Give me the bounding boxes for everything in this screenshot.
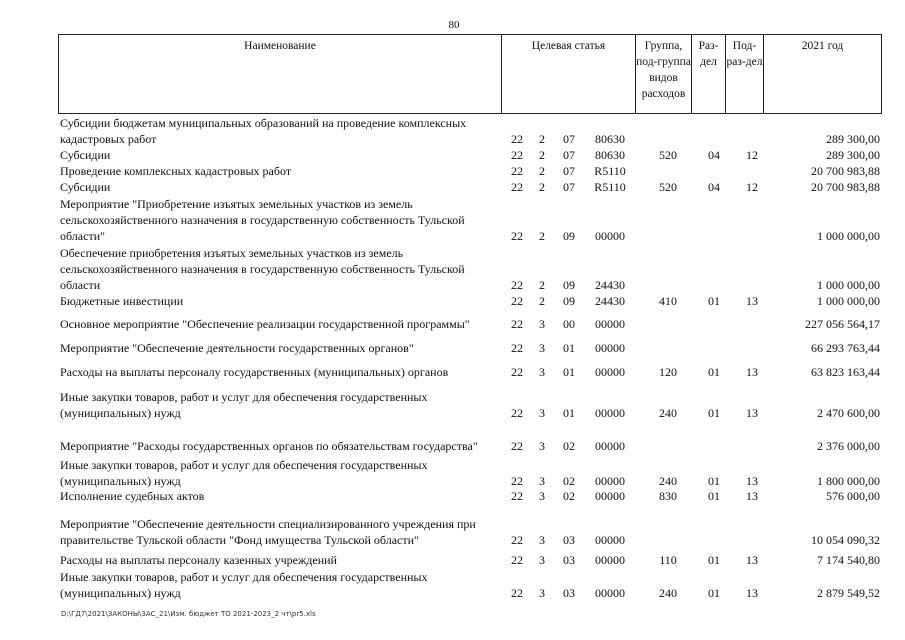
- target-code-subprogram: 3: [539, 439, 545, 453]
- target-code-direction: 24430: [595, 294, 625, 308]
- target-code-subprogram: 3: [539, 406, 545, 420]
- target-code-event: 07: [563, 180, 575, 194]
- target-code-program: 22: [511, 439, 523, 453]
- header-razdel: Раз-дел: [692, 35, 726, 113]
- target-code-program: 22: [511, 586, 523, 600]
- amount-2021: 1 800 000,00: [817, 474, 880, 488]
- podrazdel: 13: [746, 553, 758, 567]
- row-name: Субсидии бюджетам муниципальных образований на проведение комплексных кадастровых работ: [60, 116, 467, 146]
- target-code-subprogram: 3: [539, 365, 545, 379]
- amount-2021: 2 470 600,00: [817, 406, 880, 420]
- target-code-event: 01: [563, 406, 575, 420]
- target-code-subprogram: 2: [539, 229, 545, 243]
- target-code-direction: 00000: [595, 365, 625, 379]
- amount-2021: 2 376 000,00: [817, 439, 880, 453]
- razdel: 01: [708, 406, 720, 420]
- podrazdel: 13: [746, 474, 758, 488]
- table-row: [60, 457, 882, 489]
- target-code-event: 09: [563, 294, 575, 308]
- table-row: [60, 552, 882, 568]
- header-target-article: Целевая статья: [502, 35, 636, 113]
- amount-2021: 289 300,00: [826, 132, 880, 146]
- target-code-subprogram: 2: [539, 278, 545, 292]
- target-code-program: 22: [511, 553, 523, 567]
- target-code-direction: R5110: [594, 164, 626, 178]
- target-code-program: 22: [511, 294, 523, 308]
- table-row: [60, 488, 882, 504]
- target-code-program: 22: [511, 229, 523, 243]
- table-row: [60, 115, 882, 147]
- row-name: Бюджетные инвестиции: [60, 294, 184, 308]
- target-code-event: 01: [563, 341, 575, 355]
- podrazdel: 12: [746, 148, 758, 162]
- row-name: Мероприятие "Расходы государственных органов по обязательствам государства": [60, 439, 478, 453]
- amount-2021: 289 300,00: [826, 148, 880, 162]
- target-code-event: 02: [563, 474, 575, 488]
- amount-2021: 1 000 000,00: [817, 278, 880, 292]
- target-code-subprogram: 3: [539, 553, 545, 567]
- table-row: [60, 163, 882, 179]
- row-name: Субсидии: [60, 148, 111, 162]
- row-name: Иные закупки товаров, работ и услуг для обеспечения государственных (муниципальных) нужд: [60, 570, 428, 600]
- razdel: 01: [708, 294, 720, 308]
- target-code-subprogram: 2: [539, 164, 545, 178]
- target-code-event: 09: [563, 278, 575, 292]
- target-code-program: 22: [511, 533, 523, 547]
- target-code-event: 03: [563, 553, 575, 567]
- target-code-subprogram: 2: [539, 180, 545, 194]
- target-code-program: 22: [511, 406, 523, 420]
- table-row: [60, 569, 882, 601]
- target-code-direction: R5110: [594, 180, 626, 194]
- razdel: 04: [708, 180, 720, 194]
- target-code-subprogram: 3: [539, 533, 545, 547]
- row-name: Проведение комплексных кадастровых работ: [60, 164, 292, 178]
- podrazdel: 13: [746, 406, 758, 420]
- target-code-program: 22: [511, 164, 523, 178]
- expense-group: 410: [659, 294, 677, 308]
- table-header: [58, 34, 882, 114]
- razdel: 01: [708, 365, 720, 379]
- podrazdel: 13: [746, 489, 758, 503]
- target-code-direction: 80630: [595, 132, 625, 146]
- table-row: [60, 147, 882, 163]
- row-name: Субсидии: [60, 180, 111, 194]
- amount-2021: 63 823 163,44: [811, 365, 880, 379]
- amount-2021: 2 879 549,52: [817, 586, 880, 600]
- target-code-program: 22: [511, 489, 523, 503]
- target-code-direction: 00000: [595, 406, 625, 420]
- razdel: 04: [708, 148, 720, 162]
- table-row: [60, 293, 882, 309]
- podrazdel: 13: [746, 586, 758, 600]
- target-code-subprogram: 2: [539, 132, 545, 146]
- target-code-direction: 00000: [595, 317, 625, 331]
- table-row: [60, 422, 882, 454]
- table-row: [60, 196, 882, 244]
- razdel: 01: [708, 586, 720, 600]
- table-row: [60, 512, 882, 548]
- expense-group: 830: [659, 489, 677, 503]
- table-row: [60, 389, 882, 421]
- target-code-direction: 00000: [595, 553, 625, 567]
- target-code-program: 22: [511, 180, 523, 194]
- table-row: [60, 179, 882, 195]
- row-name: Мероприятие "Обеспечение деятельности государственных органов": [60, 341, 414, 355]
- target-code-subprogram: 3: [539, 489, 545, 503]
- razdel: 01: [708, 553, 720, 567]
- target-code-direction: 24430: [595, 278, 625, 292]
- target-code-event: 03: [563, 586, 575, 600]
- target-code-direction: 00000: [595, 586, 625, 600]
- target-code-subprogram: 3: [539, 474, 545, 488]
- target-code-event: 01: [563, 365, 575, 379]
- target-code-direction: 80630: [595, 148, 625, 162]
- row-name: Мероприятие "Обеспечение деятельности специализированного учреждения при правительстве Тульской области "Фонд имущества Тульской области": [60, 517, 476, 547]
- target-code-direction: 00000: [595, 489, 625, 503]
- target-code-direction: 00000: [595, 474, 625, 488]
- expense-group: 520: [659, 148, 677, 162]
- target-code-event: 07: [563, 132, 575, 146]
- target-code-program: 22: [511, 148, 523, 162]
- row-name: Расходы на выплаты персоналу казенных учреждений: [60, 553, 337, 567]
- amount-2021: 1 000 000,00: [817, 294, 880, 308]
- amount-2021: 20 700 983,88: [811, 180, 880, 194]
- table-row: [60, 245, 882, 293]
- amount-2021: 7 174 540,80: [817, 553, 880, 567]
- table-row: [60, 364, 882, 380]
- target-code-program: 22: [511, 132, 523, 146]
- expense-group: 240: [659, 586, 677, 600]
- target-code-subprogram: 2: [539, 148, 545, 162]
- row-name: Исполнение судебных актов: [60, 489, 205, 503]
- target-code-direction: 00000: [595, 533, 625, 547]
- row-name: Обеспечение приобретения изъятых земельных участков из земель сельскохозяйственного назначения в государственную собственность Тульской области: [60, 246, 465, 292]
- expense-group: 120: [659, 365, 677, 379]
- header-expense-group: Группа, под-группа видов расходов: [636, 35, 692, 113]
- target-code-event: 03: [563, 533, 575, 547]
- header-podrazdel: Под-раз-дел: [726, 35, 764, 113]
- expense-group: 240: [659, 406, 677, 420]
- row-name: Иные закупки товаров, работ и услуг для обеспечения государственных (муниципальных) нужд: [60, 390, 428, 420]
- row-name: Основное мероприятие "Обеспечение реализации государственной программы": [60, 317, 470, 331]
- amount-2021: 227 056 564,17: [805, 317, 880, 331]
- target-code-program: 22: [511, 278, 523, 292]
- target-code-event: 07: [563, 148, 575, 162]
- target-code-subprogram: 2: [539, 294, 545, 308]
- row-name: Мероприятие "Приобретение изъятых земельных участков из земель сельскохозяйственного назначения в государственную собственность Тульской области": [60, 197, 465, 243]
- amount-2021: 1 000 000,00: [817, 229, 880, 243]
- expense-group: 110: [659, 553, 677, 567]
- target-code-program: 22: [511, 474, 523, 488]
- target-code-event: 09: [563, 229, 575, 243]
- razdel: 01: [708, 474, 720, 488]
- header-year: 2021 год: [801, 40, 844, 52]
- table-row: [60, 340, 882, 356]
- podrazdel: 12: [746, 180, 758, 194]
- amount-2021: 576 000,00: [826, 489, 880, 503]
- target-code-event: 02: [563, 439, 575, 453]
- page-number: 80: [448, 19, 460, 31]
- target-code-subprogram: 3: [539, 341, 545, 355]
- amount-2021: 66 293 763,44: [811, 341, 880, 355]
- target-code-program: 22: [511, 365, 523, 379]
- table-row: [60, 316, 882, 332]
- target-code-direction: 00000: [595, 439, 625, 453]
- amount-2021: 20 700 983,88: [811, 164, 880, 178]
- target-code-event: 07: [563, 164, 575, 178]
- podrazdel: 13: [746, 365, 758, 379]
- target-code-event: 00: [563, 317, 575, 331]
- razdel: 01: [708, 489, 720, 503]
- file-path: D:\ГД7\2021\ЗАКОНЫ\ЗАС_21\Изм. бюджет ТО 2021-2023_2 чт\pr5.xls: [61, 610, 316, 618]
- target-code-subprogram: 3: [539, 586, 545, 600]
- expense-group: 240: [659, 474, 677, 488]
- target-code-event: 02: [563, 489, 575, 503]
- target-code-direction: 00000: [595, 341, 625, 355]
- target-code-direction: 00000: [595, 229, 625, 243]
- row-name: Иные закупки товаров, работ и услуг для обеспечения государственных (муниципальных) нужд: [60, 458, 428, 488]
- target-code-program: 22: [511, 341, 523, 355]
- header-name: Наименование: [59, 35, 502, 113]
- podrazdel: 13: [746, 294, 758, 308]
- target-code-program: 22: [511, 317, 523, 331]
- amount-2021: 10 054 090,32: [811, 533, 880, 547]
- row-name: Расходы на выплаты персоналу государственных (муниципальных) органов: [60, 365, 449, 379]
- target-code-subprogram: 3: [539, 317, 545, 331]
- expense-group: 520: [659, 180, 677, 194]
